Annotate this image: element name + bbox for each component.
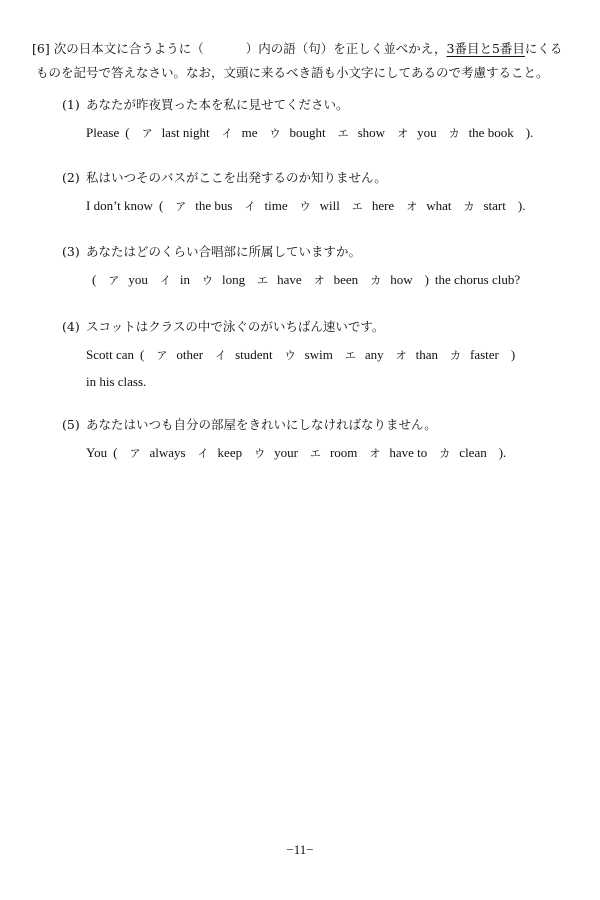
sentence-prefix: I don’t know xyxy=(86,198,153,213)
choice-word: keep xyxy=(217,445,243,460)
choice-kana: カ xyxy=(449,349,461,362)
instruction-text-b: ）内の語（句）を正しく並べかえ， xyxy=(245,41,447,56)
choice-kana: オ xyxy=(406,200,418,213)
english-scramble xyxy=(86,346,572,365)
sentence-prefix: You xyxy=(86,445,108,460)
choice-kana: カ xyxy=(463,200,475,213)
choice-word: have to xyxy=(389,445,428,460)
close-paren: ) xyxy=(510,347,516,362)
choice-kana: オ xyxy=(397,127,409,140)
choice-word: other xyxy=(176,347,204,362)
japanese-sentence: スコットはクラスの中で泳ぐのがいちばん速いです。 xyxy=(86,319,385,334)
choice-kana: ア xyxy=(141,127,153,140)
question-index: (3) xyxy=(62,244,80,259)
choice-word: bought xyxy=(289,125,326,140)
question-2 xyxy=(62,169,572,216)
choice-word: have xyxy=(277,272,302,287)
close-paren: ). xyxy=(517,198,526,213)
question-index: (2) xyxy=(62,170,80,185)
choice-word: any xyxy=(364,347,384,362)
choice-kana: ア xyxy=(108,274,120,287)
question-japanese xyxy=(62,318,572,336)
choice-kana: イ xyxy=(159,274,171,287)
choice-kana: エ xyxy=(351,200,363,213)
close-paren: ) xyxy=(424,272,429,287)
choice-word: swim xyxy=(304,347,333,362)
choice-word: you xyxy=(417,125,437,140)
choice-word: student xyxy=(235,347,273,362)
choice-kana: オ xyxy=(313,274,325,287)
question-japanese xyxy=(62,243,572,261)
question-4 xyxy=(62,318,572,391)
choice-kana: エ xyxy=(344,349,356,362)
choice-word: how xyxy=(390,272,413,287)
instruction-line-2: ものを記号で答えなさい。なお，文頭に来るべき語も小文字にしてあるので考慮すること。 xyxy=(36,65,549,80)
question-index: (1) xyxy=(62,97,80,112)
choice-kana: オ xyxy=(369,447,381,460)
choice-kana: エ xyxy=(309,447,321,460)
japanese-sentence: 私はいつそのバスがここを出発するのか知りません。 xyxy=(86,170,387,185)
sentence-prefix: Please xyxy=(86,125,120,140)
choice-kana: オ xyxy=(395,349,407,362)
close-paren: ). xyxy=(498,445,507,460)
sentence-prefix: Scott can xyxy=(86,347,135,362)
choice-word: than xyxy=(415,347,438,362)
choice-kana: カ xyxy=(439,447,451,460)
open-paren: ( xyxy=(113,445,118,460)
english-scramble xyxy=(86,444,572,463)
japanese-sentence: あなたはどのくらい合唱部に所属していますか。 xyxy=(86,244,362,259)
choice-kana: エ xyxy=(337,127,349,140)
choice-word: in xyxy=(179,272,190,287)
choice-kana: イ xyxy=(215,349,227,362)
question-index: (4) xyxy=(62,319,80,334)
choice-kana: ウ xyxy=(299,200,311,213)
question-japanese xyxy=(62,169,572,187)
choice-word: always xyxy=(149,445,186,460)
section-instructions xyxy=(32,40,568,82)
choice-kana: ウ xyxy=(201,274,213,287)
choice-word: last night xyxy=(161,125,210,140)
choice-word: me xyxy=(241,125,258,140)
choice-word: faster xyxy=(469,347,499,362)
open-paren: ( xyxy=(92,272,97,287)
english-scramble xyxy=(86,197,572,216)
choice-kana: ア xyxy=(129,447,141,460)
english-scramble xyxy=(86,124,572,143)
question-3 xyxy=(62,243,572,290)
choice-kana: ア xyxy=(156,349,168,362)
choice-kana: イ xyxy=(197,447,209,460)
question-japanese xyxy=(62,96,572,114)
sentence-continuation: in his class. xyxy=(86,374,147,389)
japanese-sentence: あなたが昨夜買った本を私に見せてください。 xyxy=(86,97,349,112)
choice-word: your xyxy=(274,445,298,460)
choice-word: room xyxy=(329,445,358,460)
choice-word: here xyxy=(371,198,395,213)
question-index: (5) xyxy=(62,417,80,432)
choice-word: the bus xyxy=(195,198,233,213)
choice-word: show xyxy=(357,125,386,140)
choice-word: start xyxy=(483,198,506,213)
choice-word: what xyxy=(426,198,452,213)
section-number: [6] xyxy=(32,41,50,56)
choice-word: long xyxy=(221,272,246,287)
instruction-line-1 xyxy=(32,40,568,58)
choice-word: clean xyxy=(459,445,487,460)
question-5 xyxy=(62,416,572,463)
instruction-underlined: 3番目と5番目 xyxy=(446,41,525,56)
choice-word: been xyxy=(333,272,359,287)
choice-kana: イ xyxy=(244,200,256,213)
page-number: −11− xyxy=(286,842,314,857)
choice-word: you xyxy=(128,272,148,287)
open-paren: ( xyxy=(140,347,145,362)
question-japanese xyxy=(62,416,572,434)
choice-kana: ウ xyxy=(269,127,281,140)
open-paren: ( xyxy=(158,198,164,213)
choice-kana: ウ xyxy=(284,349,296,362)
close-paren: ). xyxy=(525,125,534,140)
question-1 xyxy=(62,96,572,143)
english-scramble xyxy=(86,271,572,290)
choice-word: will xyxy=(319,198,340,213)
choice-word: time xyxy=(264,198,288,213)
choice-kana: エ xyxy=(257,274,269,287)
choice-kana: ウ xyxy=(254,447,266,460)
choice-kana: ア xyxy=(175,200,187,213)
sentence-suffix: the chorus club? xyxy=(434,272,521,287)
choice-kana: カ xyxy=(370,274,382,287)
instruction-text-a: 次の日本文に合うように（ xyxy=(53,41,204,56)
japanese-sentence: あなたはいつも自分の部屋をきれいにしなければなりません。 xyxy=(86,417,437,432)
choice-kana: カ xyxy=(448,127,460,140)
open-paren: ( xyxy=(125,125,130,140)
instruction-text-c: にくる xyxy=(524,41,563,56)
choice-word: the book xyxy=(468,125,514,140)
choice-kana: イ xyxy=(221,127,233,140)
